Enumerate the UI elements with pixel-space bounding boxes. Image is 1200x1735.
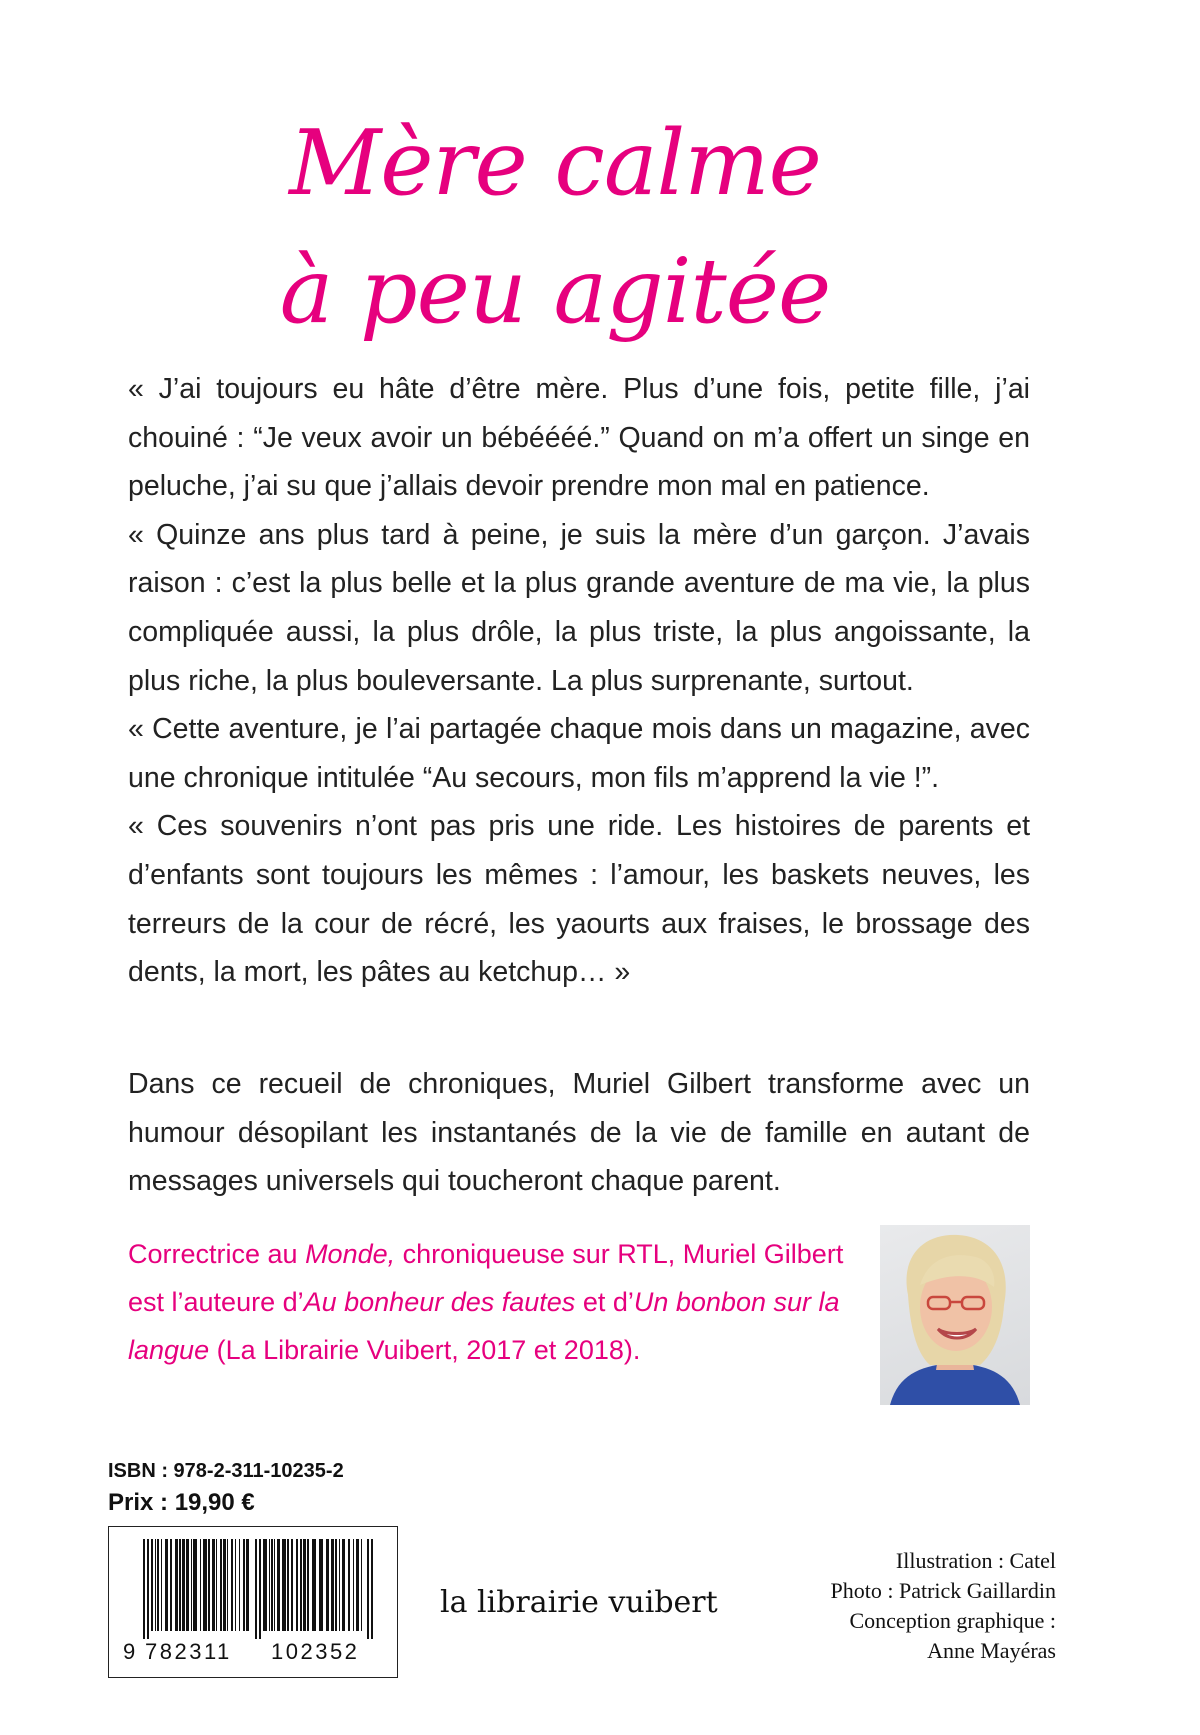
barcode-bar: [356, 1539, 359, 1631]
barcode-bar: [212, 1539, 215, 1631]
author-photo: [880, 1225, 1030, 1405]
quote-text: [128, 365, 1030, 997]
barcode-bar: [277, 1539, 280, 1631]
barcode-bar: [161, 1539, 162, 1631]
barcode-bar: [269, 1539, 270, 1631]
quote-paragraph: « Cette aventure, je l’ai partagée chaque mois dans un magazine, avec une chronique intitulée “Au secours, mon fils m’apprend la vie !”.: [128, 713, 1030, 794]
barcode-bar: [331, 1539, 334, 1631]
barcode-bar: [227, 1539, 228, 1631]
barcode-bar: [303, 1539, 306, 1631]
barcode-bar: [291, 1539, 293, 1631]
bio-text: et d’: [575, 1287, 634, 1317]
barcode-bar: [147, 1539, 149, 1639]
barcode-bars: [143, 1539, 373, 1639]
book-blurb: [128, 1060, 1030, 1206]
barcode-bar: [216, 1539, 217, 1631]
barcode-bar: [246, 1539, 249, 1631]
book-title-line-1: Mère calme: [289, 111, 821, 216]
barcode-bar: [339, 1539, 340, 1631]
barcode-bar: [348, 1539, 350, 1631]
barcode-bar: [179, 1539, 181, 1631]
barcode-bar: [259, 1539, 261, 1639]
barcode-bar: [208, 1539, 210, 1631]
barcode-bar: [157, 1539, 159, 1631]
bio-book-title: Un bonbon sur la langue: [128, 1287, 840, 1365]
barcode-bar: [371, 1539, 373, 1639]
barcode-bar: [193, 1539, 197, 1631]
barcode-digits-right: 102352: [271, 1639, 360, 1664]
quote-paragraph: « Ces souvenirs n’ont pas pris une ride. Les histoires de parents et d’enfants sont toujours les mêmes : l’amour, les baskets neuves, les terreurs de la cour de récré, les yaourts aux fraises, le brossage des dents, la mort, les pâtes au ketchup… »: [128, 810, 1030, 989]
barcode-bar: [367, 1539, 369, 1639]
bio-text: Correctrice au: [128, 1239, 306, 1269]
barcode-bar: [274, 1539, 275, 1631]
barcode-bar: [155, 1539, 156, 1631]
barcode-bar: [307, 1539, 309, 1631]
barcode-bar: [255, 1539, 257, 1639]
barcode-bar: [361, 1539, 362, 1631]
barcode-bar: [186, 1539, 189, 1631]
barcode-bar: [170, 1539, 172, 1631]
barcode-bar: [326, 1539, 329, 1631]
blurb-paragraph: Dans ce recueil de chroniques, Muriel Gilbert transforme avec un humour désopilant les instantanés de la vie de famille en autant de messages universels qui toucheront chaque parent.: [128, 1068, 1030, 1198]
barcode-bar: [239, 1539, 240, 1631]
barcode-bar: [200, 1539, 201, 1631]
author-bio: [128, 1230, 868, 1374]
barcode-bar: [342, 1539, 345, 1631]
bio-newspaper-title: Monde,: [305, 1239, 396, 1269]
barcode-bar: [300, 1539, 302, 1631]
publisher-logo: la librairie vuibert: [440, 1585, 718, 1620]
price: Prix : 19,90 €: [108, 1489, 255, 1516]
barcode-bar: [271, 1539, 273, 1631]
barcode-bar: [296, 1539, 298, 1631]
book-title-line-2: à peu agitée: [279, 239, 831, 344]
barcode-bar: [263, 1539, 267, 1631]
bio-text: (La Librairie Vuibert, 2017 et 2018).: [209, 1335, 641, 1365]
barcode-graphic: [109, 1527, 397, 1677]
barcode-bar: [231, 1539, 233, 1631]
barcode-bar: [235, 1539, 236, 1631]
barcode-bar: [282, 1539, 286, 1631]
book-title: [0, 100, 1110, 356]
barcode-bar: [243, 1539, 245, 1631]
credits: [831, 1546, 1056, 1666]
barcode-bar: [287, 1539, 289, 1631]
credit-line: Anne Mayéras: [927, 1638, 1056, 1663]
isbn: ISBN : 978-2-311-10235-2: [108, 1460, 344, 1482]
barcode-bar: [143, 1539, 145, 1639]
credit-line: Illustration : Catel: [895, 1548, 1056, 1573]
barcode-bar: [319, 1539, 323, 1631]
barcode-first-digit: 9: [123, 1639, 136, 1664]
bio-book-title: Au bonheur des fautes: [303, 1287, 576, 1317]
barcode-bar: [223, 1539, 226, 1631]
barcode: [108, 1526, 398, 1678]
barcode-bar: [182, 1539, 185, 1631]
barcode-bar: [203, 1539, 207, 1631]
barcode-bar: [312, 1539, 316, 1631]
barcode-bar: [220, 1539, 222, 1631]
quote-paragraph: « J’ai toujours eu hâte d’être mère. Plus d’une fois, petite fille, j’ai chouiné : “Je veux avoir un bébéééé.” Quand on m’a offert un singe en peluche, j’ai su que j’allais devoir prendre mon mal en patience.: [128, 373, 1030, 503]
credit-line: Conception graphique :: [849, 1608, 1056, 1633]
barcode-bar: [175, 1539, 178, 1631]
barcode-digits-left: 782311: [145, 1639, 232, 1664]
credit-line: Photo : Patrick Gaillardin: [830, 1578, 1056, 1603]
author-portrait-illustration: [880, 1225, 1030, 1405]
barcode-bar: [353, 1539, 354, 1631]
bio-text: chroniqueuse sur RTL, Muriel Gilbert est l’auteure d’: [128, 1239, 844, 1317]
barcode-bar: [151, 1539, 153, 1631]
barcode-bar: [335, 1539, 337, 1631]
barcode-bar: [165, 1539, 168, 1631]
quote-paragraph: « Quinze ans plus tard à peine, je suis la mère d’un garçon. J’avais raison : c’est la plus belle et la plus grande aventure de ma vie, la plus compliquée aussi, la plus drôle, la plus triste, la plus angoissante, la plus riche, la plus bouleversante. La plus surprenante, surtout.: [128, 518, 1030, 697]
barcode-bar: [191, 1539, 192, 1631]
